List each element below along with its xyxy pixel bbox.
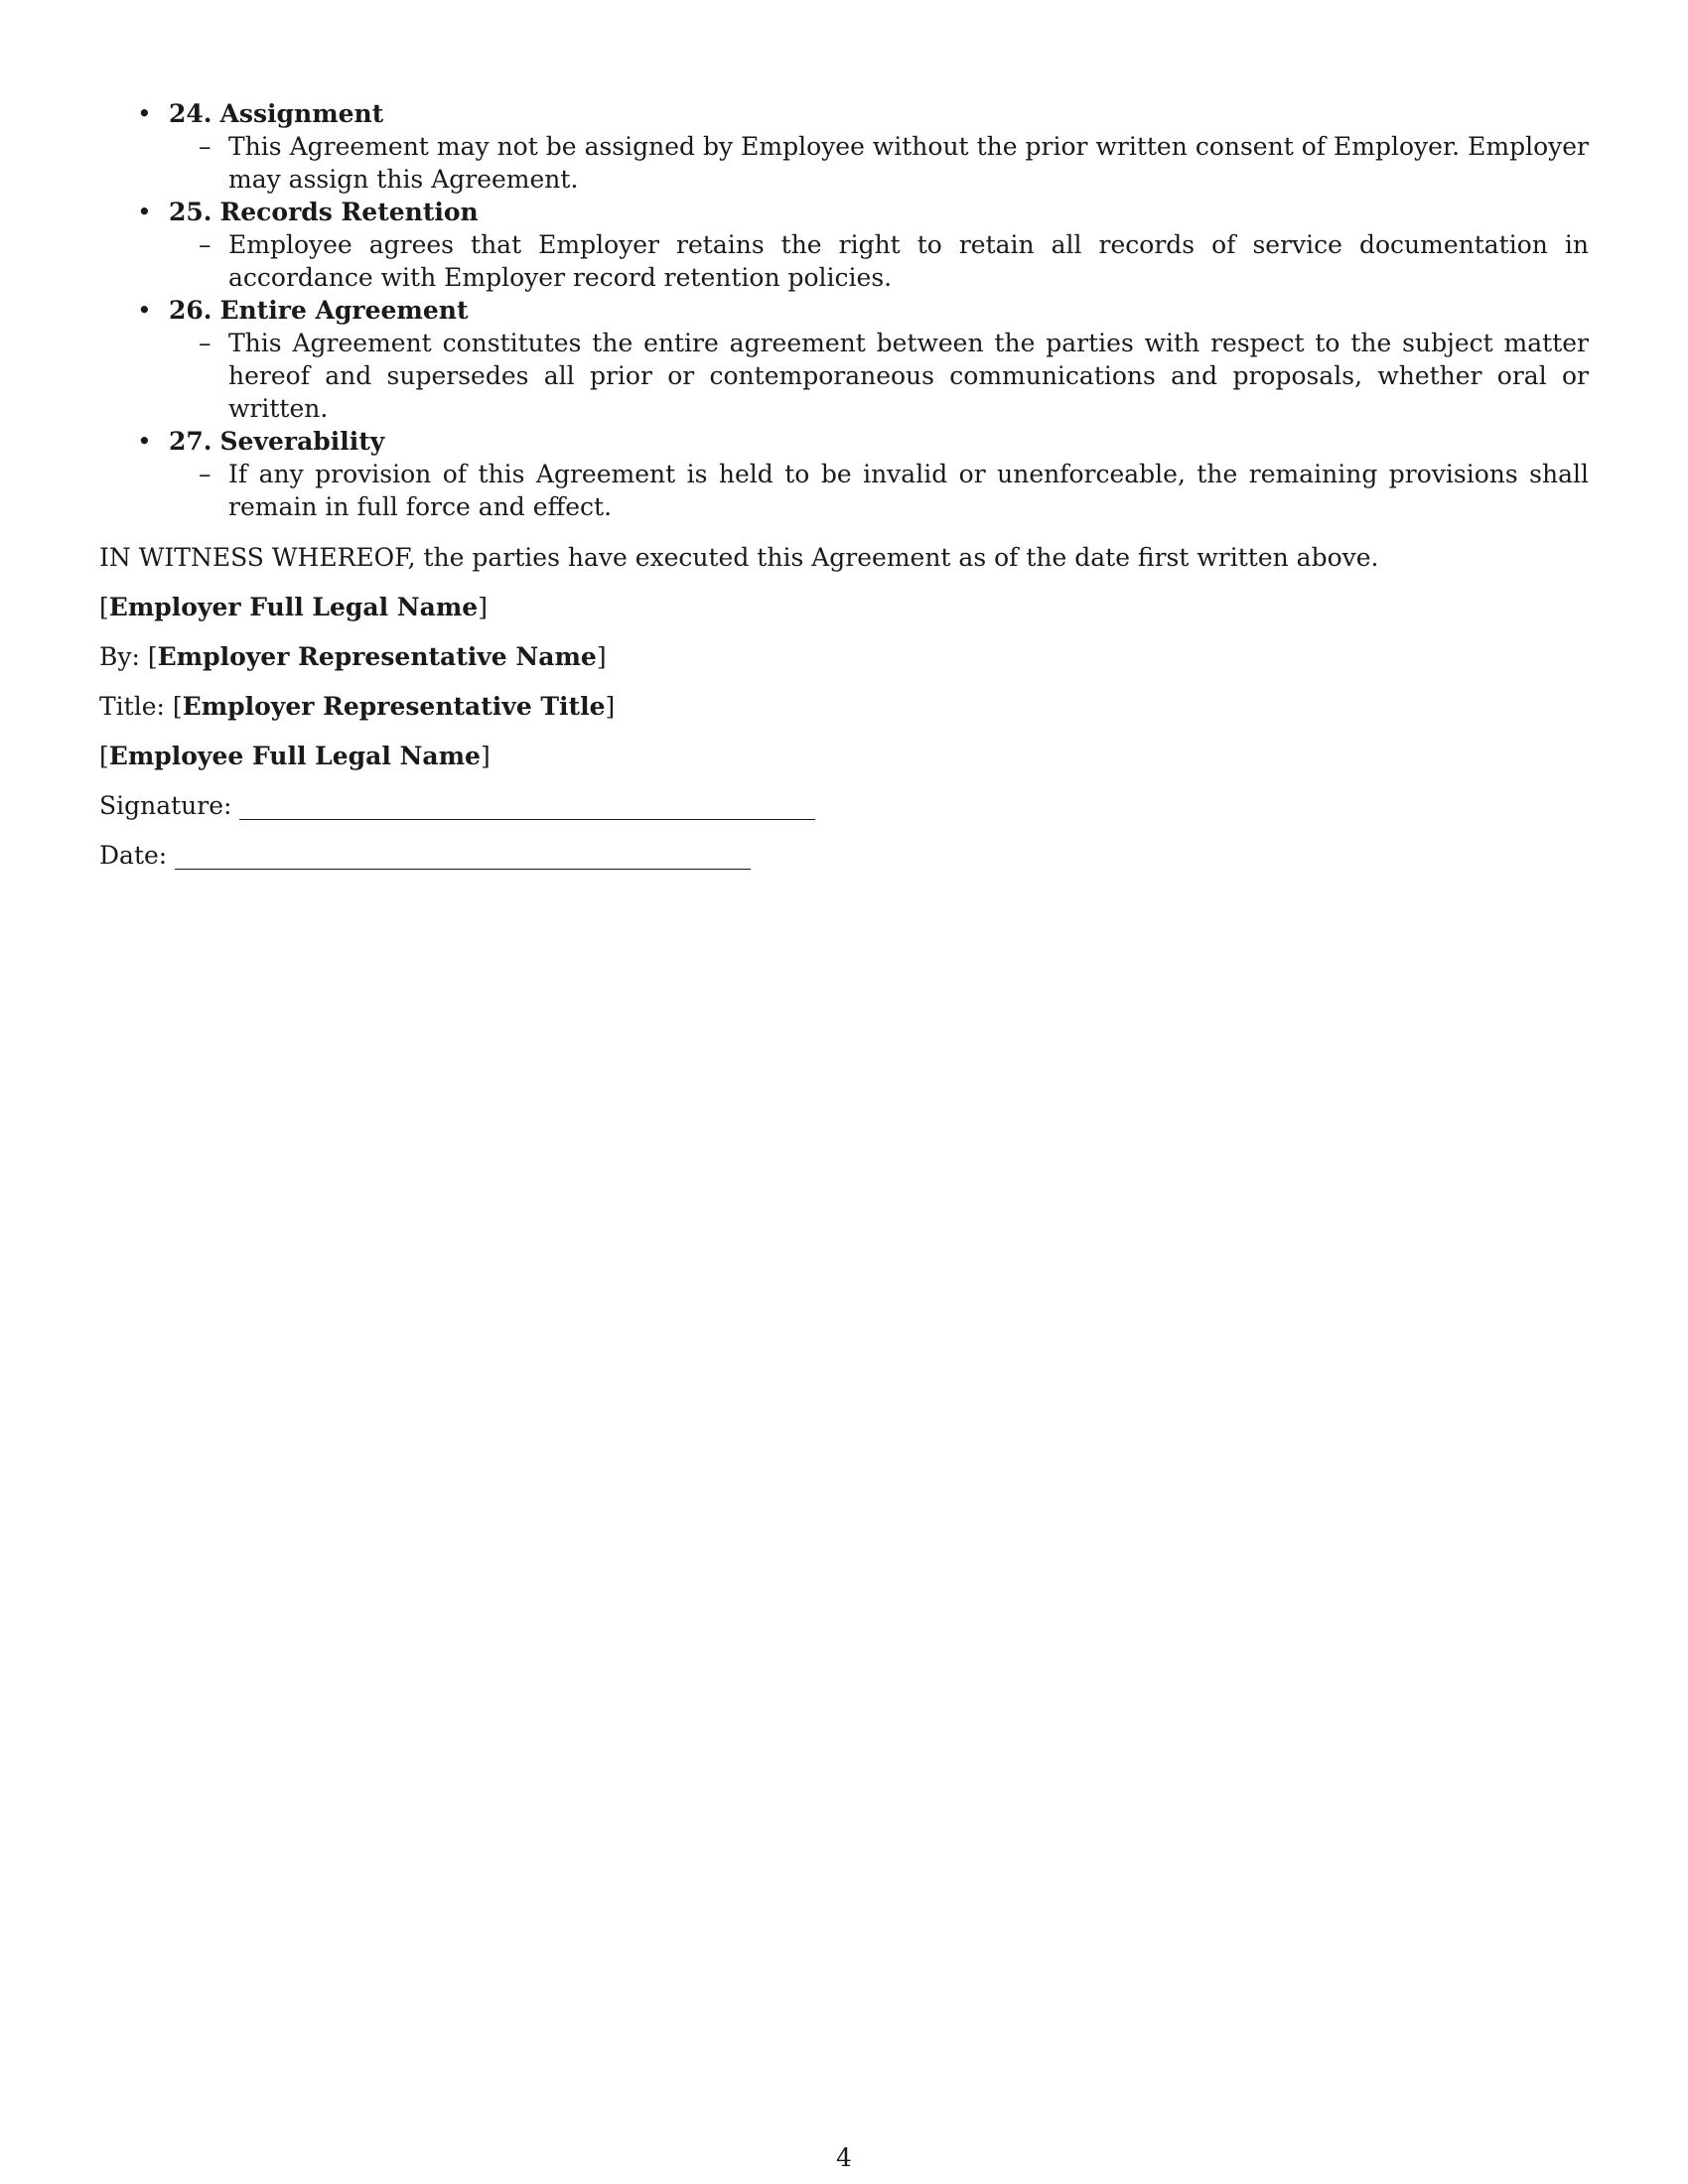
bullet-icon: • (137, 99, 152, 128)
representative-name-placeholder: Employer Representative Name (157, 642, 597, 671)
bullet-icon: • (137, 296, 152, 325)
dash-icon: – (199, 230, 211, 259)
section-list (99, 97, 1589, 523)
signature-label: Signature: (99, 791, 232, 820)
document-page (99, 97, 1589, 872)
title-line: Title: [Employer Representative Title] (99, 692, 616, 721)
signature-field[interactable] (239, 791, 815, 820)
title-label: Title: (99, 692, 165, 721)
section-title: Severability (219, 427, 385, 456)
section-number: 24. (169, 99, 212, 128)
section-number: 27. (169, 427, 212, 456)
representative-title-placeholder: Employer Representative Title (182, 692, 606, 721)
section-clause (169, 228, 1589, 294)
section-title: Records Retention (219, 198, 479, 226)
section-number: 26. (169, 296, 212, 325)
bullet-icon: • (137, 427, 152, 456)
section-heading (169, 196, 1589, 228)
section-title: Assignment (219, 99, 384, 128)
section-severability (99, 425, 1589, 523)
section-entire-agreement (99, 294, 1589, 425)
section-clause (169, 327, 1589, 425)
clause-text: This Agreement constitutes the entire agreement between the parties with respect to the subject matter hereof and supersedes all prior or contemporaneous communications and proposals, whether oral or written. (228, 329, 1589, 423)
bullet-icon: • (137, 198, 152, 226)
employer-name-line: [Employer Full Legal Name] (99, 593, 488, 621)
date-field[interactable] (175, 841, 751, 870)
employer-name-placeholder: Employer Full Legal Name (108, 593, 479, 621)
dash-icon: – (199, 132, 211, 161)
date-line (99, 839, 1589, 872)
section-title: Entire Agreement (219, 296, 469, 325)
dash-icon: – (199, 329, 211, 357)
clause-text: Employee agrees that Employer retains the right to retain all records of service documentation in accordance with Employer record retention policies. (228, 230, 1589, 292)
section-heading (169, 294, 1589, 327)
section-assignment (99, 97, 1589, 196)
section-heading (169, 97, 1589, 130)
section-heading (169, 425, 1589, 458)
clause-text: If any provision of this Agreement is held to be invalid or unenforceable, the remaining provisions shall remain in full force and effect. (228, 460, 1589, 521)
date-label: Date: (99, 841, 168, 870)
clause-text: This Agreement may not be assigned by Employee without the prior written consent of Employer. Employer may assign this Agreement. (228, 132, 1589, 194)
by-label: By: (99, 642, 140, 671)
employee-name-line: [Employee Full Legal Name] (99, 742, 491, 770)
dash-icon: – (199, 460, 211, 488)
section-records-retention (99, 196, 1589, 294)
section-clause (169, 458, 1589, 523)
section-clause (169, 130, 1589, 196)
page-number: 4 (836, 2143, 852, 2172)
signature-line (99, 789, 1589, 822)
witness-statement: IN WITNESS WHEREOF, the parties have executed this Agreement as of the date first written above. (99, 543, 1379, 572)
section-number: 25. (169, 198, 212, 226)
by-line: By: [Employer Representative Name] (99, 642, 607, 671)
employee-name-placeholder: Employee Full Legal Name (108, 742, 481, 770)
